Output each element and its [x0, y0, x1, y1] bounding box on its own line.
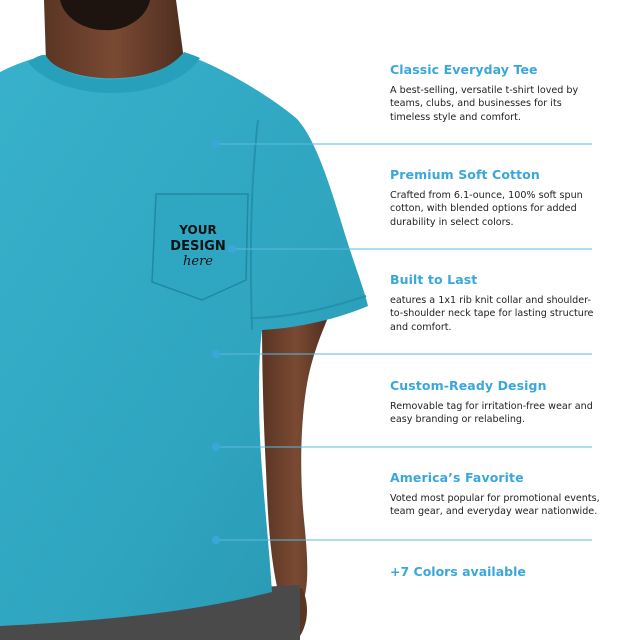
arm [262, 312, 330, 610]
feature-description: Voted most popular for promotional events, team gear, and everyday wear nationwide. [390, 493, 600, 518]
feature-title: America’s Favorite [390, 470, 524, 485]
print-line-2: DESIGN [170, 239, 226, 254]
callout-dot [212, 536, 220, 544]
feature-description: eatures a 1x1 rib knit collar and shoulder-to-shoulder neck tape for lasting structure and comfort. [390, 295, 594, 333]
feature-description: A best-selling, versatile t-shirt loved by teams, clubs, and businesses for its timeless style and comfort. [390, 85, 579, 123]
feature-favorite [390, 470, 600, 519]
callout-dot [212, 140, 220, 148]
feature-durability [390, 272, 600, 334]
feature-title: Built to Last [390, 272, 478, 287]
print-line-1: YOUR [179, 223, 217, 237]
feature-description: Removable tag for irritation-free wear and easy branding or relabeling. [390, 401, 593, 426]
print-line-3: here [183, 254, 213, 269]
feature-title: Premium Soft Cotton [390, 167, 540, 182]
feature-title: Custom-Ready Design [390, 378, 547, 393]
feature-title: Classic Everyday Tee [390, 62, 538, 77]
feature-cotton [390, 167, 600, 229]
feature-custom [390, 378, 600, 427]
callout-dot [228, 245, 236, 253]
callout-dot [212, 443, 220, 451]
more-colors-label: +7 Colors available [390, 564, 526, 579]
feature-classic [390, 62, 600, 124]
feature-description: Crafted from 6.1-ounce, 100% soft spun cotton, with blended options for added durability in select colors. [390, 190, 583, 228]
callout-dot [212, 350, 220, 358]
